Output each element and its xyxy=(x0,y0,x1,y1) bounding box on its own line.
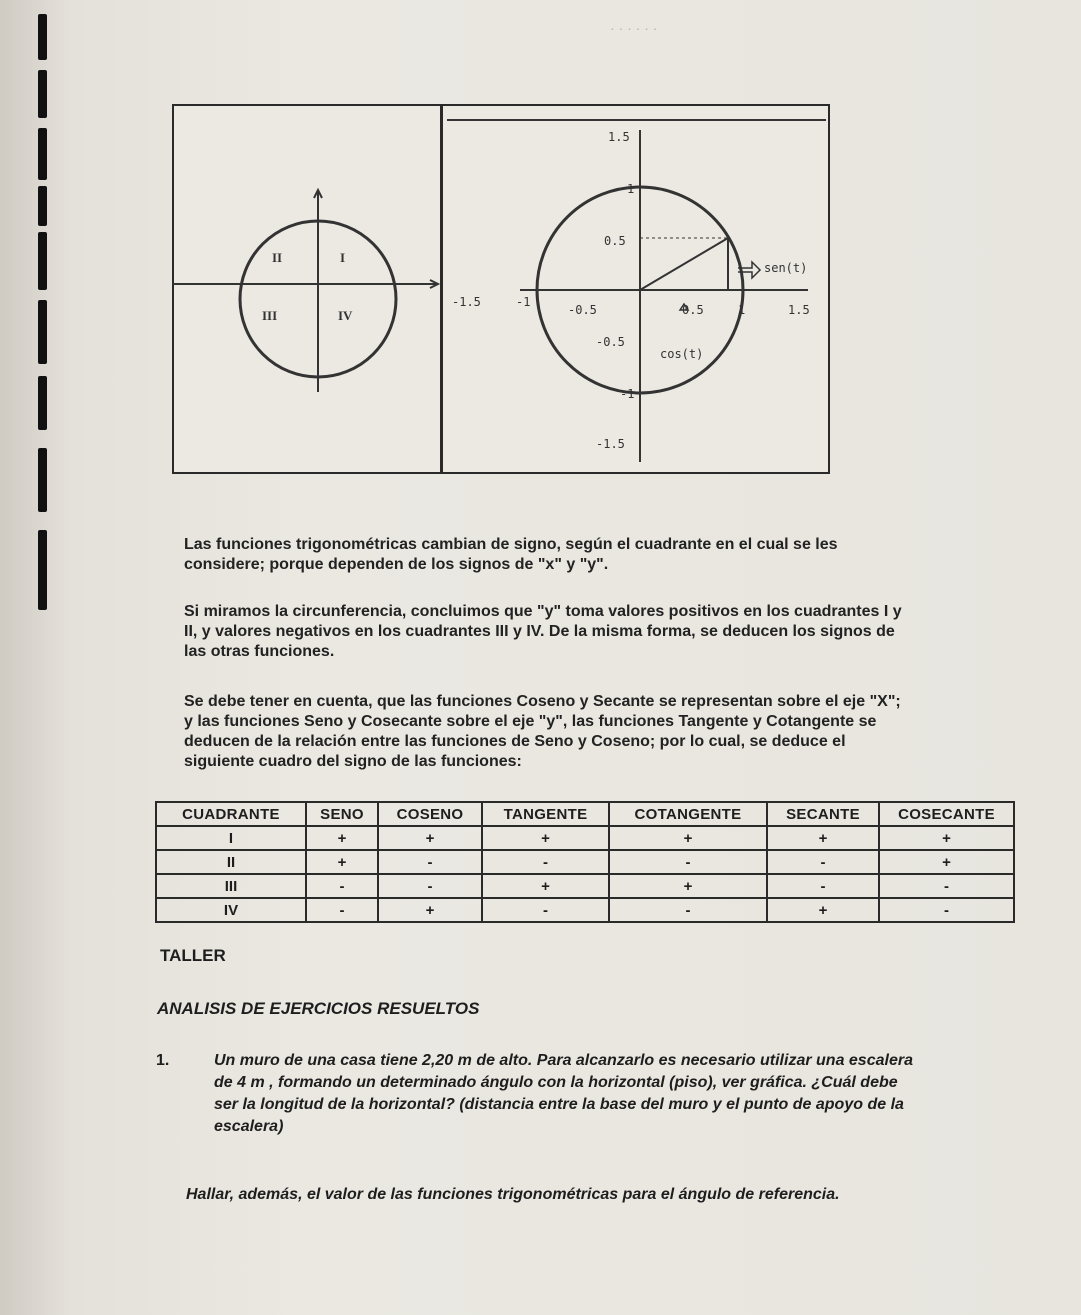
cell-cotangente: + xyxy=(609,826,767,850)
unit-circle-plot xyxy=(447,120,826,462)
section-title-taller: TALLER xyxy=(160,946,226,965)
cell-secante: + xyxy=(767,898,879,922)
table-row xyxy=(156,874,1014,898)
exercise-statement-continued: Hallar, además, el valor de las funciones trigonométricas para el ángulo de referencia. xyxy=(186,1186,840,1203)
cell-tangente: + xyxy=(482,874,609,898)
exercise-number: 1. xyxy=(156,1052,170,1069)
cell-secante: + xyxy=(767,826,879,850)
x-tick-label: 1 xyxy=(738,303,746,317)
y-tick-label: -1.5 xyxy=(596,437,625,451)
quadrant-label-i: I xyxy=(340,250,346,265)
cell-secante: - xyxy=(767,874,879,898)
bleed-through: · · · · · · xyxy=(610,20,658,36)
cell-quadrant: II xyxy=(156,850,306,874)
cell-quadrant: I xyxy=(156,826,306,850)
y-tick-label: 1 xyxy=(627,182,635,196)
col-header-coseno: COSENO xyxy=(378,802,482,826)
figure-svg xyxy=(0,0,1081,520)
x-tick-label: 1.5 xyxy=(788,303,810,317)
x-tick-label: 0.5 xyxy=(682,303,704,317)
cell-coseno: - xyxy=(378,874,482,898)
table-row xyxy=(156,850,1014,874)
cell-tangente: - xyxy=(482,898,609,922)
exercise-statement: Un muro de una casa tiene 2,20 m de alto. Para alcanzarlo es necesario utilizar una escalera de 4 m , formando un determinado ángulo con la horizontal (piso), ver gráfica. ¿Cuál debe ser la longitud de la horizontal? (distancia entre la base del muro y el punto de apoyo de la escalera) xyxy=(214,1052,913,1135)
radius-line xyxy=(640,238,728,290)
cell-tangente: - xyxy=(482,850,609,874)
cell-seno: - xyxy=(306,898,378,922)
cell-coseno: + xyxy=(378,898,482,922)
cell-seno: + xyxy=(306,826,378,850)
cell-quadrant: IV xyxy=(156,898,306,922)
y-tick-label: -0.5 xyxy=(596,335,625,349)
quadrant-label-ii: II xyxy=(272,250,283,265)
table-header-row xyxy=(156,802,1014,826)
col-header-secante: SECANTE xyxy=(767,802,879,826)
cell-coseno: - xyxy=(378,850,482,874)
y-tick-label: -1 xyxy=(620,387,635,401)
binding-hole xyxy=(38,530,47,610)
col-header-cosecante: COSECANTE xyxy=(879,802,1014,826)
cell-secante: - xyxy=(767,850,879,874)
cell-cosecante: + xyxy=(879,826,1014,850)
paragraph-circle-analysis: Si miramos la circunferencia, concluimos que "y" toma valores positivos en los cuadrantes I y II, y valores negativos en los cuadrantes III y IV. De la misma forma, se deducen los signos de las otras funciones. xyxy=(184,603,902,660)
table-row xyxy=(156,898,1014,922)
cell-cotangente: - xyxy=(609,898,767,922)
table-row xyxy=(156,826,1014,850)
cell-cosecante: - xyxy=(879,874,1014,898)
cos-label: cos(t) xyxy=(660,347,704,361)
col-header-cotangente: COTANGENTE xyxy=(609,802,767,826)
y-tick-label: 1.5 xyxy=(608,130,630,144)
cell-cotangente: + xyxy=(609,874,767,898)
cell-tangente: + xyxy=(482,826,609,850)
sin-label: sen(t) xyxy=(764,261,808,275)
y-tick-label: 0.5 xyxy=(604,234,626,248)
paragraph-sign-change: Las funciones trigonométricas cambian de signo, según el cuadrante en el cual se les considere; porque dependen de los signos de "x" y "y". xyxy=(184,536,838,573)
cell-cosecante: + xyxy=(879,850,1014,874)
cell-cosecante: - xyxy=(879,898,1014,922)
cell-seno: - xyxy=(306,874,378,898)
x-tick-label: -1.5 xyxy=(452,295,481,309)
x-tick-label: -0.5 xyxy=(568,303,597,317)
cell-seno: + xyxy=(306,850,378,874)
x-tick-label: -1 xyxy=(516,295,531,309)
col-header-tangente: TANGENTE xyxy=(482,802,609,826)
paragraph-axes: Se debe tener en cuenta, que las funciones Coseno y Secante se representan sobre el eje "X"; y las funciones Seno y Cosecante sobre el eje "y", las funciones Tangente y Cotangente se deducen de la relación entre las funciones de Seno y Coseno; por lo cual, se deduce el siguiente cuadro del signo de las funciones: xyxy=(184,693,901,770)
quadrant-diagram xyxy=(172,190,438,392)
sign-table xyxy=(155,801,1015,923)
cell-quadrant: III xyxy=(156,874,306,898)
section-subtitle: ANALISIS DE EJERCICIOS RESUELTOS xyxy=(157,999,480,1018)
quadrant-label-iv: IV xyxy=(338,308,353,323)
cell-coseno: + xyxy=(378,826,482,850)
col-header-seno: SENO xyxy=(306,802,378,826)
col-header-cuadrante: CUADRANTE xyxy=(156,802,306,826)
quadrant-label-iii: III xyxy=(262,308,278,323)
cell-cotangente: - xyxy=(609,850,767,874)
